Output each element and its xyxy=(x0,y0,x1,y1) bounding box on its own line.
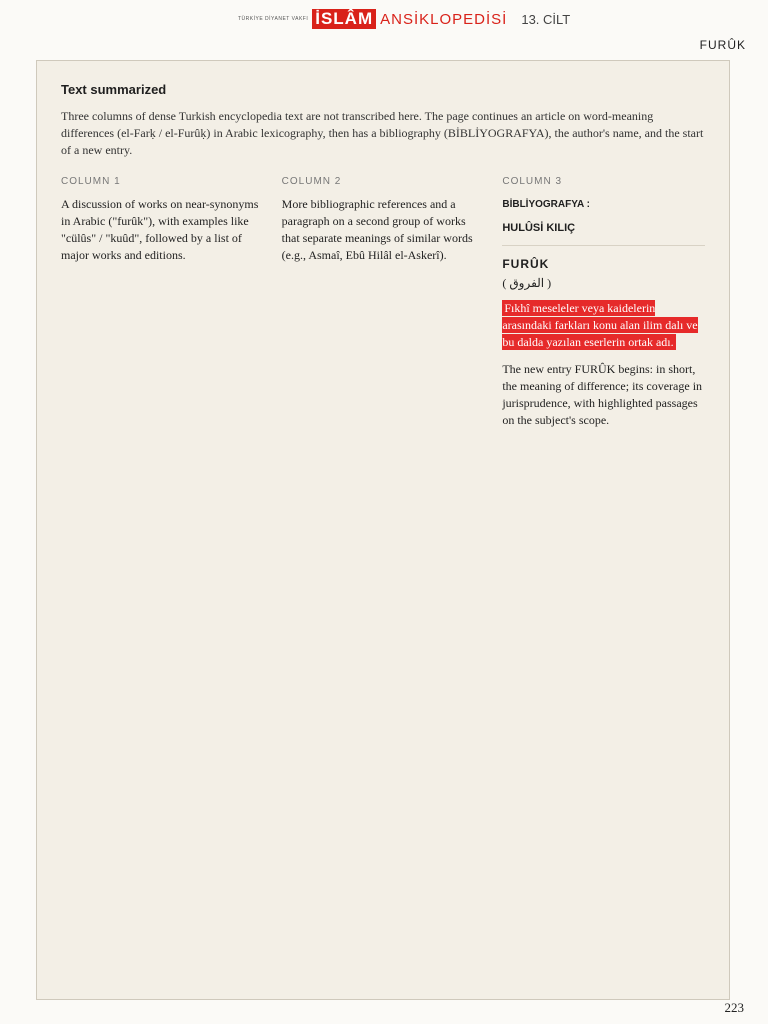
summary-columns xyxy=(61,173,705,429)
logo-subtitle: TÜRKİYE DİYANET VAKFI xyxy=(238,15,309,22)
running-head: FURÛK xyxy=(699,38,746,52)
new-entry-title: FURÛK xyxy=(502,257,550,271)
encyclopedia-header xyxy=(238,8,570,30)
summary-col-2 xyxy=(282,173,485,429)
page-number: 223 xyxy=(724,1000,744,1015)
summary-col-1 xyxy=(61,173,264,429)
col-3-text: The new entry FURÛK begins: in short, the meaning of difference; its coverage in jurisprudence, with highlighted passages on the subject's scope. xyxy=(502,362,703,427)
author-line xyxy=(502,219,705,237)
logo-ansiklopedisi: ANSİKLOPEDİSİ xyxy=(380,10,508,28)
summary-col-3 xyxy=(502,173,705,429)
col-1-title: COLUMN 1 xyxy=(61,176,121,187)
definition-highlight xyxy=(502,300,705,351)
col-2-text: More bibliographic references and a paragraph on a second group of works that separate meanings of similar words (e.g., Asmaî, Ebû Hilâl el-Askerî). xyxy=(281,197,473,262)
volume-label: 13. CİLT xyxy=(521,11,571,27)
logo-islam: İSLÂM xyxy=(312,9,376,29)
summary-description: Three columns of dense Turkish encyclopedia text are not transcribed here. The page continues an article on word-meaning differences (el-Farḳ / el-Furûḳ) in Arabic lexicography, then has a bibliography (BİBLİYOGRAFYA), the author's name, and the start of a new entry. xyxy=(61,109,704,157)
col-1-text: A discussion of works on near-synonyms in Arabic ("furûk"), with examples like "cülûs" / "kuûd", followed by a list of major works and editions. xyxy=(61,197,259,262)
bibliography-label: BİBLİYOGRAFYA : xyxy=(502,199,590,210)
col-2-title: COLUMN 2 xyxy=(281,176,342,187)
new-entry-arabic: ( الفروق ) xyxy=(502,276,552,290)
col-3-title: COLUMN 3 xyxy=(502,176,563,187)
definition-highlight-text: Fıkhî meseleler veya kaidelerin arasındaki farkları konu alan ilim dalı ve bu dalda yazılan eserlerin ortak adı. xyxy=(502,301,698,349)
summary-panel xyxy=(36,60,730,1000)
summary-label: Text summarized xyxy=(61,82,167,97)
divider xyxy=(502,245,705,246)
author-name: HULÛSİ KILIÇ xyxy=(502,222,576,234)
